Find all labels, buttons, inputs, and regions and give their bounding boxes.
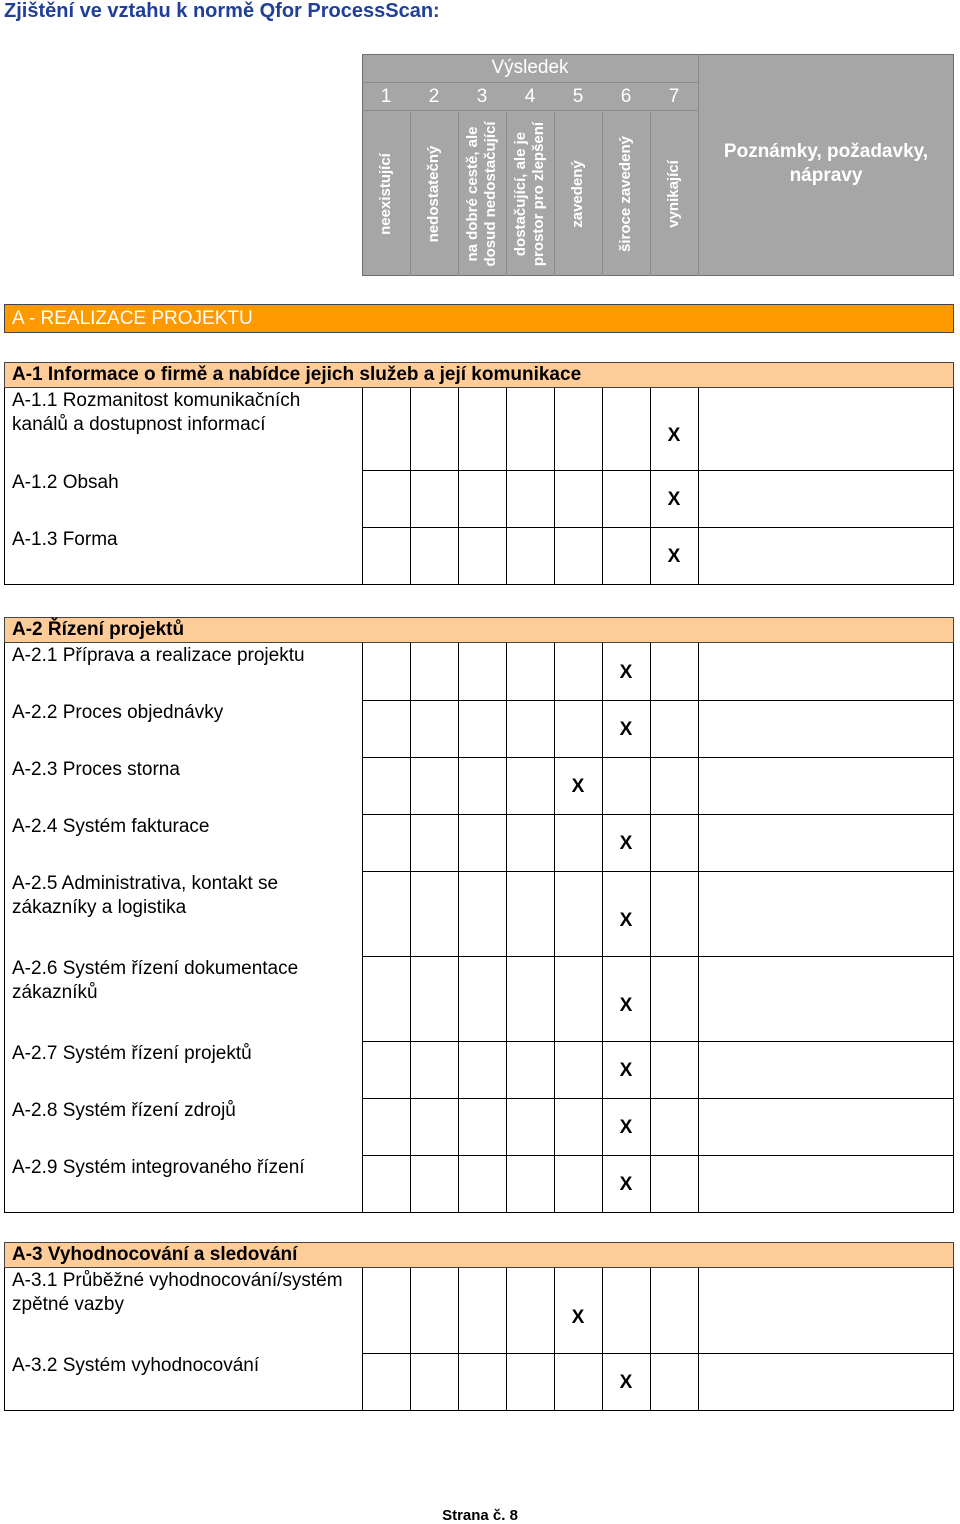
column-line <box>362 643 363 1212</box>
result-mark: X <box>619 1116 633 1138</box>
column-line <box>362 1268 363 1410</box>
column-line <box>410 643 411 1212</box>
column-line <box>458 1268 459 1410</box>
section-bar: A - REALIZACE PROJEKTU <box>4 304 954 333</box>
criterion-label: A-2.7 Systém řízení projektů <box>12 1043 252 1064</box>
notes-header: Poznámky, požadavky, nápravy <box>723 141 929 186</box>
header-separator <box>458 112 459 276</box>
column-line <box>410 1268 411 1410</box>
table-border <box>4 584 362 585</box>
row-line <box>362 1098 954 1099</box>
header-rule <box>362 110 698 111</box>
result-mark: X <box>667 488 681 510</box>
criterion-label: A-2.9 Systém integrovaného řízení <box>12 1157 305 1178</box>
column-line <box>554 1268 555 1410</box>
table-border <box>4 643 5 1212</box>
result-mark: X <box>619 909 633 931</box>
table-border <box>953 1268 954 1410</box>
result-mark: X <box>619 718 633 740</box>
criterion-label: A-2.1 Příprava a realizace projektu <box>12 645 305 666</box>
level-label-7: vynikající <box>665 160 682 228</box>
row-line <box>362 871 954 872</box>
page-footer: Strana č. 8 <box>442 1507 518 1524</box>
column-line <box>506 1268 507 1410</box>
level-number-1: 1 <box>380 86 392 107</box>
row-line <box>362 527 954 528</box>
result-mark: X <box>667 545 681 567</box>
table-border <box>953 388 954 584</box>
result-label: Výsledek <box>491 57 569 78</box>
criterion-label: A-2.2 Proces objednávky <box>12 702 224 723</box>
column-line <box>458 643 459 1212</box>
table-border <box>4 1410 362 1411</box>
column-line <box>698 1268 699 1410</box>
criterion-label: A-3.1 Průběžné vyhodnocování/systém zpětné vazby <box>12 1270 343 1315</box>
column-line <box>650 1268 651 1410</box>
group-header-1: A-1 Informace o firmě a nabídce jejich služeb a její komunikace <box>4 362 954 388</box>
column-line <box>602 1268 603 1410</box>
level-number-5: 5 <box>572 86 584 107</box>
column-line <box>650 388 651 584</box>
header-separator <box>554 112 555 276</box>
column-line <box>698 643 699 1212</box>
level-label-3: na dobré cestě, ale dosud nedostačující <box>464 121 499 267</box>
column-line <box>410 388 411 584</box>
row-line <box>362 470 954 471</box>
column-line <box>362 388 363 584</box>
column-line <box>602 643 603 1212</box>
column-line <box>458 388 459 584</box>
criterion-label: A-3.2 Systém vyhodnocování <box>12 1355 260 1376</box>
header-rule <box>362 82 698 83</box>
criterion-label: A-2.4 Systém fakturace <box>12 816 210 837</box>
group-header-2: A-2 Řízení projektů <box>4 617 954 643</box>
row-line <box>362 1041 954 1042</box>
column-line <box>554 643 555 1212</box>
result-mark: X <box>619 1059 633 1081</box>
table-border <box>4 1212 362 1213</box>
column-line <box>650 643 651 1212</box>
criterion-label: A-1.3 Forma <box>12 529 118 550</box>
table-border <box>953 643 954 1212</box>
row-line <box>362 700 954 701</box>
result-mark: X <box>667 425 681 446</box>
row-line <box>362 1212 954 1213</box>
level-label-1: neexistující <box>377 153 394 235</box>
row-line <box>362 1410 954 1411</box>
level-label-5: zavedený <box>569 160 586 228</box>
row-line <box>362 1155 954 1156</box>
level-label-2: nedostatečný <box>425 145 442 243</box>
row-line <box>362 814 954 815</box>
criterion-label: A-2.3 Proces storna <box>12 759 180 780</box>
header-separator <box>410 112 411 276</box>
result-mark: X <box>619 1371 633 1393</box>
level-number-2: 2 <box>428 86 440 107</box>
row-line <box>362 757 954 758</box>
row-line <box>362 584 954 585</box>
column-line <box>554 388 555 584</box>
header-separator <box>698 54 699 276</box>
level-label-6: široce zavedený <box>617 136 634 252</box>
row-line <box>362 1353 954 1354</box>
level-number-7: 7 <box>668 86 680 107</box>
table-border <box>4 388 5 584</box>
result-mark: X <box>619 661 633 683</box>
result-mark: X <box>619 1173 633 1195</box>
header-separator <box>602 112 603 276</box>
criterion-label: A-2.8 Systém řízení zdrojů <box>12 1100 236 1121</box>
level-number-4: 4 <box>524 86 536 107</box>
column-line <box>698 388 699 584</box>
column-line <box>506 388 507 584</box>
result-mark: X <box>571 1306 585 1328</box>
criterion-label: A-2.5 Administrativa, kontakt se zákazníky a logistika <box>12 873 279 918</box>
criterion-label: A-2.6 Systém řízení dokumentace zákazníků <box>12 958 299 1003</box>
result-mark: X <box>571 775 585 797</box>
page-title: Zjištění ve vztahu k normě Qfor ProcessScan: <box>4 0 440 22</box>
criterion-label: A-1.2 Obsah <box>12 472 119 493</box>
level-label-4: dostačující, ale je prostor pro zlepšení <box>512 121 547 267</box>
table-border <box>4 1268 5 1410</box>
level-number-3: 3 <box>476 86 488 107</box>
group-header-3: A-3 Vyhodnocování a sledování <box>4 1242 954 1268</box>
header-separator <box>650 112 651 276</box>
header-separator <box>506 112 507 276</box>
level-number-6: 6 <box>620 86 632 107</box>
column-line <box>602 388 603 584</box>
result-mark: X <box>619 832 633 854</box>
result-mark: X <box>619 994 633 1016</box>
column-line <box>506 643 507 1212</box>
row-line <box>362 956 954 957</box>
criterion-label: A-1.1 Rozmanitost komunikačních kanálů a dostupnost informací <box>12 390 301 435</box>
